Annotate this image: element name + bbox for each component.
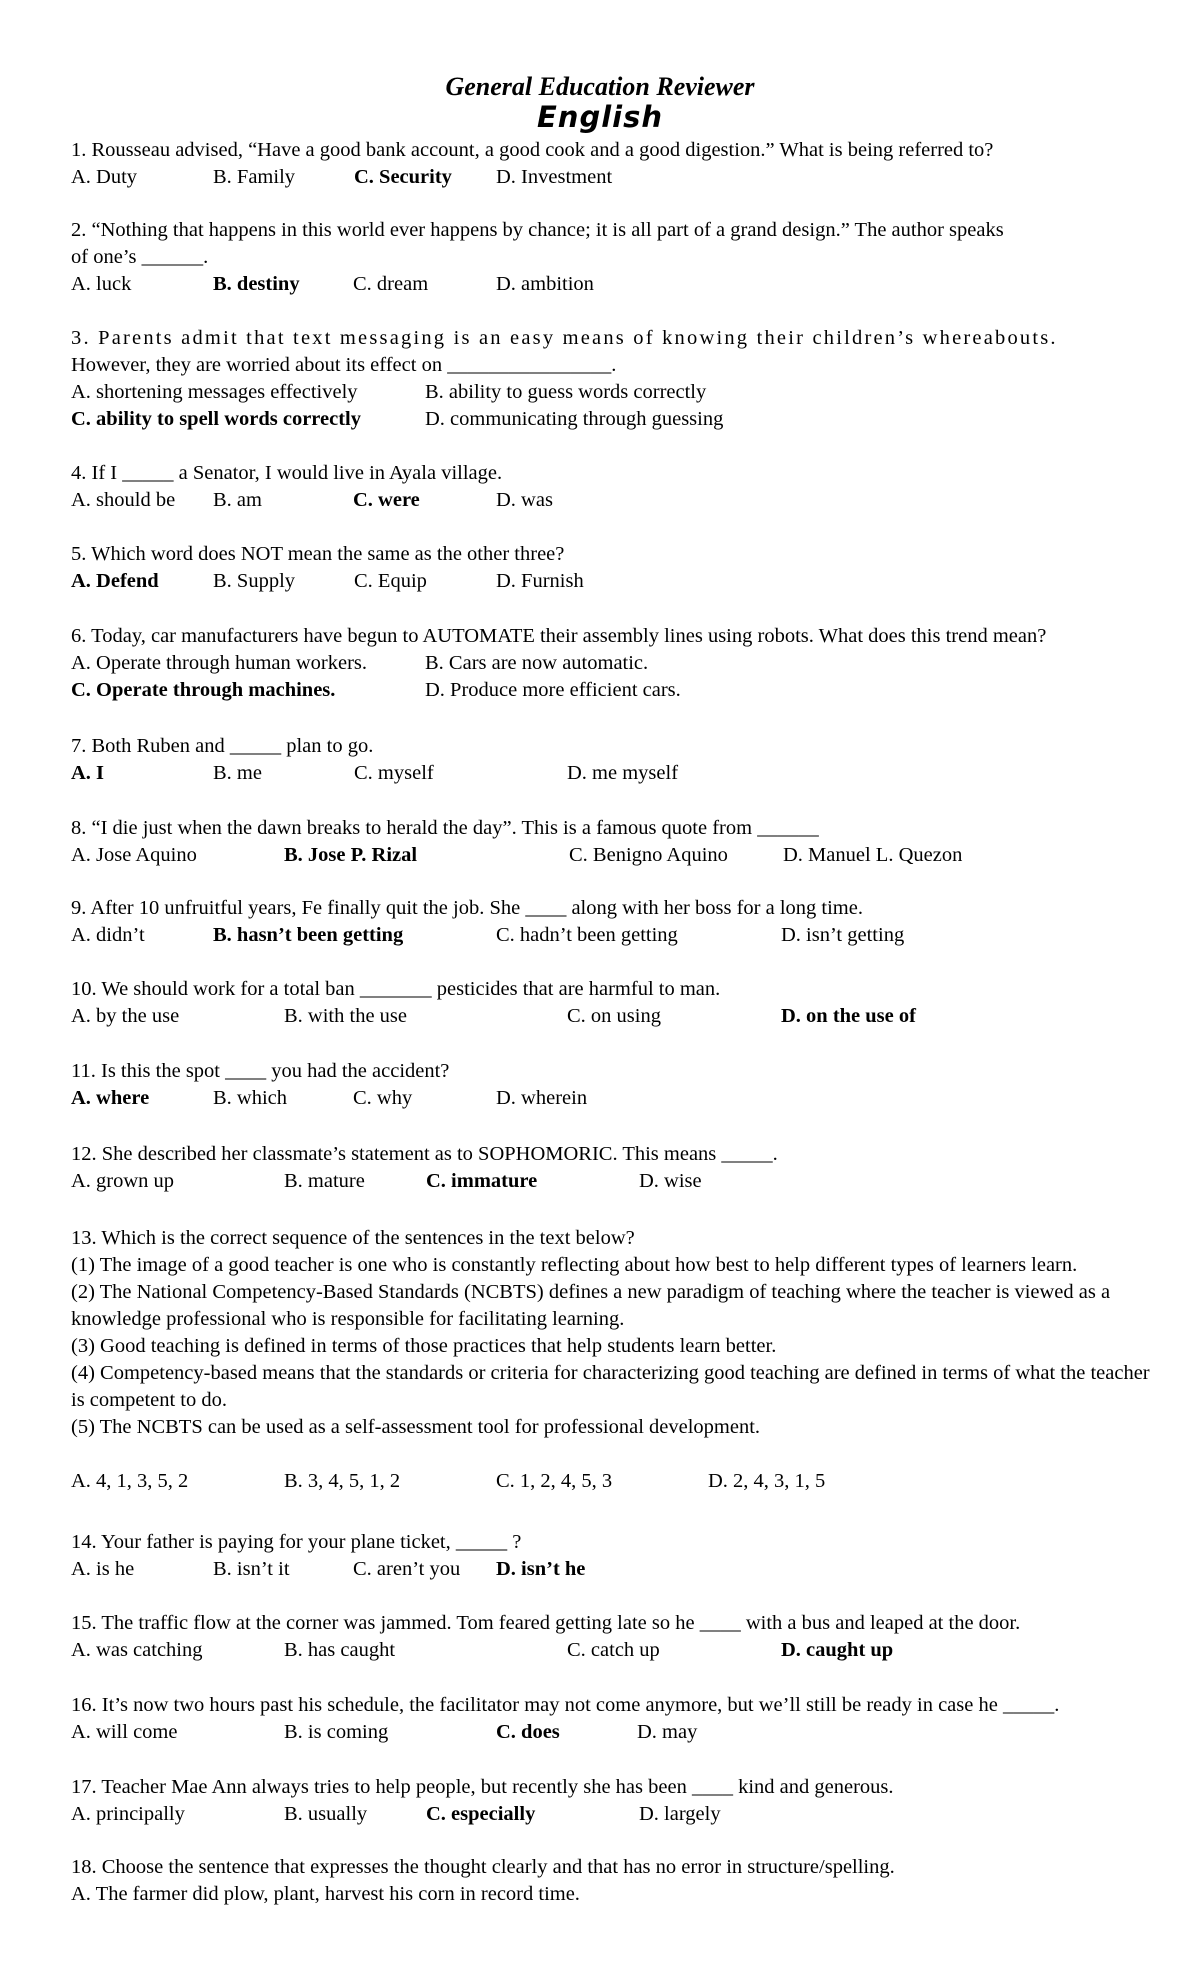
- answer-option: C. catch up: [567, 1639, 660, 1661]
- question-text: of one’s ______.: [71, 246, 209, 268]
- question-text: 18. Choose the sentence that expresses the thought clearly and that has no error in structure/spelling.: [71, 1856, 895, 1878]
- answer-option: D. may: [637, 1721, 698, 1743]
- question-13: [71, 1225, 1150, 1495]
- question-text: 12. She described her classmate’s statement as to SOPHOMORIC. This means _____.: [71, 1143, 778, 1165]
- question-text: (1) The image of a good teacher is one who is constantly reflecting about how best to help different types of learners learn.: [71, 1254, 1078, 1276]
- answer-option: B. 3, 4, 5, 1, 2: [284, 1470, 401, 1492]
- answer-option: A. Defend: [71, 570, 159, 592]
- answer-option: A. by the use: [71, 1005, 180, 1027]
- answer-option: D. ambition: [496, 273, 594, 295]
- answer-option: A. 4, 1, 3, 5, 2: [71, 1470, 189, 1492]
- answer-option: D. Produce more efficient cars.: [425, 679, 681, 701]
- question-10: [71, 976, 1141, 1030]
- answer-option: C. 1, 2, 4, 5, 3: [496, 1470, 613, 1492]
- question-text: (2) The National Competency-Based Standards (NCBTS) defines a new paradigm of teaching where the teacher is viewed as a: [71, 1281, 1111, 1303]
- answer-option: D. isn’t he: [496, 1558, 586, 1580]
- answer-option: A. was catching: [71, 1639, 203, 1661]
- answer-option: C. Security: [354, 166, 452, 188]
- answer-option: B. ability to guess words correctly: [425, 381, 707, 403]
- question-text: 15. The traffic flow at the corner was jammed. Tom feared getting late so he ____ with a bus and leaped at the door.: [71, 1612, 1021, 1634]
- question-text: 13. Which is the correct sequence of the sentences in the text below?: [71, 1227, 635, 1249]
- question-14: [71, 1529, 1141, 1583]
- answer-option: C. Operate through machines.: [71, 679, 336, 701]
- question-text: (5) The NCBTS can be used as a self-assessment tool for professional development.: [71, 1416, 761, 1438]
- answer-option: B. Cars are now automatic.: [425, 652, 649, 674]
- answer-option: C. on using: [567, 1005, 661, 1027]
- answer-option: D. wise: [639, 1170, 702, 1192]
- answer-option: C. why: [353, 1087, 413, 1109]
- answer-option: C. especially: [426, 1803, 536, 1825]
- question-text: However, they are worried about its effect on ________________.: [71, 354, 617, 376]
- answer-option: B. Supply: [213, 570, 296, 592]
- answer-option: D. isn’t getting: [781, 924, 905, 946]
- answer-option: B. hasn’t been getting: [213, 924, 404, 946]
- answer-option: A. luck: [71, 273, 132, 295]
- answer-option: B. mature: [284, 1170, 365, 1192]
- question-text: 1. Rousseau advised, “Have a good bank account, a good cook and a good digestion.” What is being referred to?: [71, 139, 994, 161]
- question-4: [71, 460, 1141, 514]
- answer-option: C. ability to spell words correctly: [71, 408, 361, 430]
- answer-option: B. which: [213, 1087, 288, 1109]
- answer-option: A. Jose Aquino: [71, 844, 197, 866]
- question-text: (3) Good teaching is defined in terms of those practices that help students learn better.: [71, 1335, 777, 1357]
- question-16: [71, 1692, 1141, 1746]
- question-text: 10. We should work for a total ban _______ pesticides that are harmful to man.: [71, 978, 721, 1000]
- answer-option: C. hadn’t been getting: [496, 924, 678, 946]
- answer-option: A. I: [71, 762, 105, 784]
- question-3: [71, 325, 1141, 433]
- question-text: 2. “Nothing that happens in this world ever happens by chance; it is all part of a grand design.” The author speaks: [71, 219, 1004, 241]
- question-text: knowledge professional who is responsible for facilitating learning.: [71, 1308, 625, 1330]
- question-text: 17. Teacher Mae Ann always tries to help people, but recently she has been ____ kind and generous.: [71, 1776, 894, 1798]
- document-title: General Education Reviewer: [445, 72, 755, 101]
- answer-option: D. Furnish: [496, 570, 584, 592]
- answer-option: A. Operate through human workers.: [71, 652, 368, 674]
- question-8: [71, 815, 1141, 869]
- question-1: [71, 137, 1141, 191]
- answer-option: B. me: [213, 762, 262, 784]
- answer-option: D. communicating through guessing: [425, 408, 724, 430]
- answer-option: C. were: [353, 489, 420, 511]
- answer-option: B. Family: [213, 166, 296, 188]
- question-15: [71, 1610, 1141, 1664]
- question-text: 4. If I _____ a Senator, I would live in Ayala village.: [71, 462, 503, 484]
- answer-option: B. destiny: [213, 273, 300, 295]
- answer-option: C. Benigno Aquino: [569, 844, 728, 866]
- question-7: [71, 733, 1141, 787]
- question-5: [71, 541, 1141, 595]
- question-text: is competent to do.: [71, 1389, 228, 1411]
- question-text: 3. Parents admit that text messaging is an easy means of knowing their children’s whereabouts.: [71, 327, 1058, 349]
- answer-option: B. has caught: [284, 1639, 396, 1661]
- question-text: 6. Today, car manufacturers have begun to AUTOMATE their assembly lines using robots. What does this trend mean?: [71, 625, 1047, 647]
- answer-option: D. wherein: [496, 1087, 588, 1109]
- question-text: 16. It’s now two hours past his schedule, the facilitator may not come anymore, but we’ll still be ready in case he _____.: [71, 1694, 1060, 1716]
- answer-option: B. usually: [284, 1803, 368, 1825]
- answer-option: D. Investment: [496, 166, 613, 188]
- question-text: 11. Is this the spot ____ you had the accident?: [71, 1060, 450, 1082]
- question-text: A. The farmer did plow, plant, harvest his corn in record time.: [71, 1883, 580, 1905]
- answer-option: B. isn’t it: [213, 1558, 290, 1580]
- subject-heading: English: [536, 100, 663, 134]
- answer-option: C. Equip: [354, 570, 427, 592]
- answer-option: C. immature: [426, 1170, 538, 1192]
- answer-option: A. is he: [71, 1558, 135, 1580]
- answer-option: B. with the use: [284, 1005, 407, 1027]
- question-18: [71, 1854, 1141, 1908]
- answer-option: D. largely: [639, 1803, 721, 1825]
- answer-option: B. is coming: [284, 1721, 389, 1743]
- answer-option: C. aren’t you: [353, 1558, 461, 1580]
- answer-option: A. grown up: [71, 1170, 175, 1192]
- answer-option: A. principally: [71, 1803, 185, 1825]
- question-text: 14. Your father is paying for your plane ticket, _____ ?: [71, 1531, 522, 1553]
- question-6: [71, 623, 1141, 704]
- question-12: [71, 1141, 1141, 1195]
- question-2: [71, 217, 1141, 298]
- question-text: 7. Both Ruben and _____ plan to go.: [71, 735, 374, 757]
- answer-option: D. 2, 4, 3, 1, 5: [708, 1470, 826, 1492]
- answer-option: D. on the use of: [781, 1005, 916, 1027]
- answer-option: A. should be: [71, 489, 176, 511]
- question-11: [71, 1058, 1141, 1112]
- answer-option: D. Manuel L. Quezon: [783, 844, 963, 866]
- answer-option: C. dream: [353, 273, 429, 295]
- answer-option: A. didn’t: [71, 924, 145, 946]
- question-text: 5. Which word does NOT mean the same as the other three?: [71, 543, 565, 565]
- question-text: (4) Competency-based means that the standards or criteria for characterizing good teaching are defined in terms of what the teacher: [71, 1362, 1150, 1384]
- answer-option: A. will come: [71, 1721, 178, 1743]
- question-9: [71, 895, 1141, 949]
- answer-option: A. where: [71, 1087, 150, 1109]
- answer-option: D. me myself: [567, 762, 679, 784]
- answer-option: A. Duty: [71, 166, 138, 188]
- answer-option: C. myself: [354, 762, 434, 784]
- question-text: 8. “I die just when the dawn breaks to herald the day”. This is a famous quote from ______: [71, 817, 819, 839]
- answer-option: A. shortening messages effectively: [71, 381, 358, 403]
- answer-option: D. caught up: [781, 1639, 894, 1661]
- answer-option: B. am: [213, 489, 262, 511]
- question-17: [71, 1774, 1141, 1828]
- answer-option: D. was: [496, 489, 553, 511]
- answer-option: C. does: [496, 1721, 560, 1743]
- question-text: 9. After 10 unfruitful years, Fe finally quit the job. She ____ along with her boss for a long time.: [71, 897, 863, 919]
- answer-option: B. Jose P. Rizal: [284, 844, 418, 866]
